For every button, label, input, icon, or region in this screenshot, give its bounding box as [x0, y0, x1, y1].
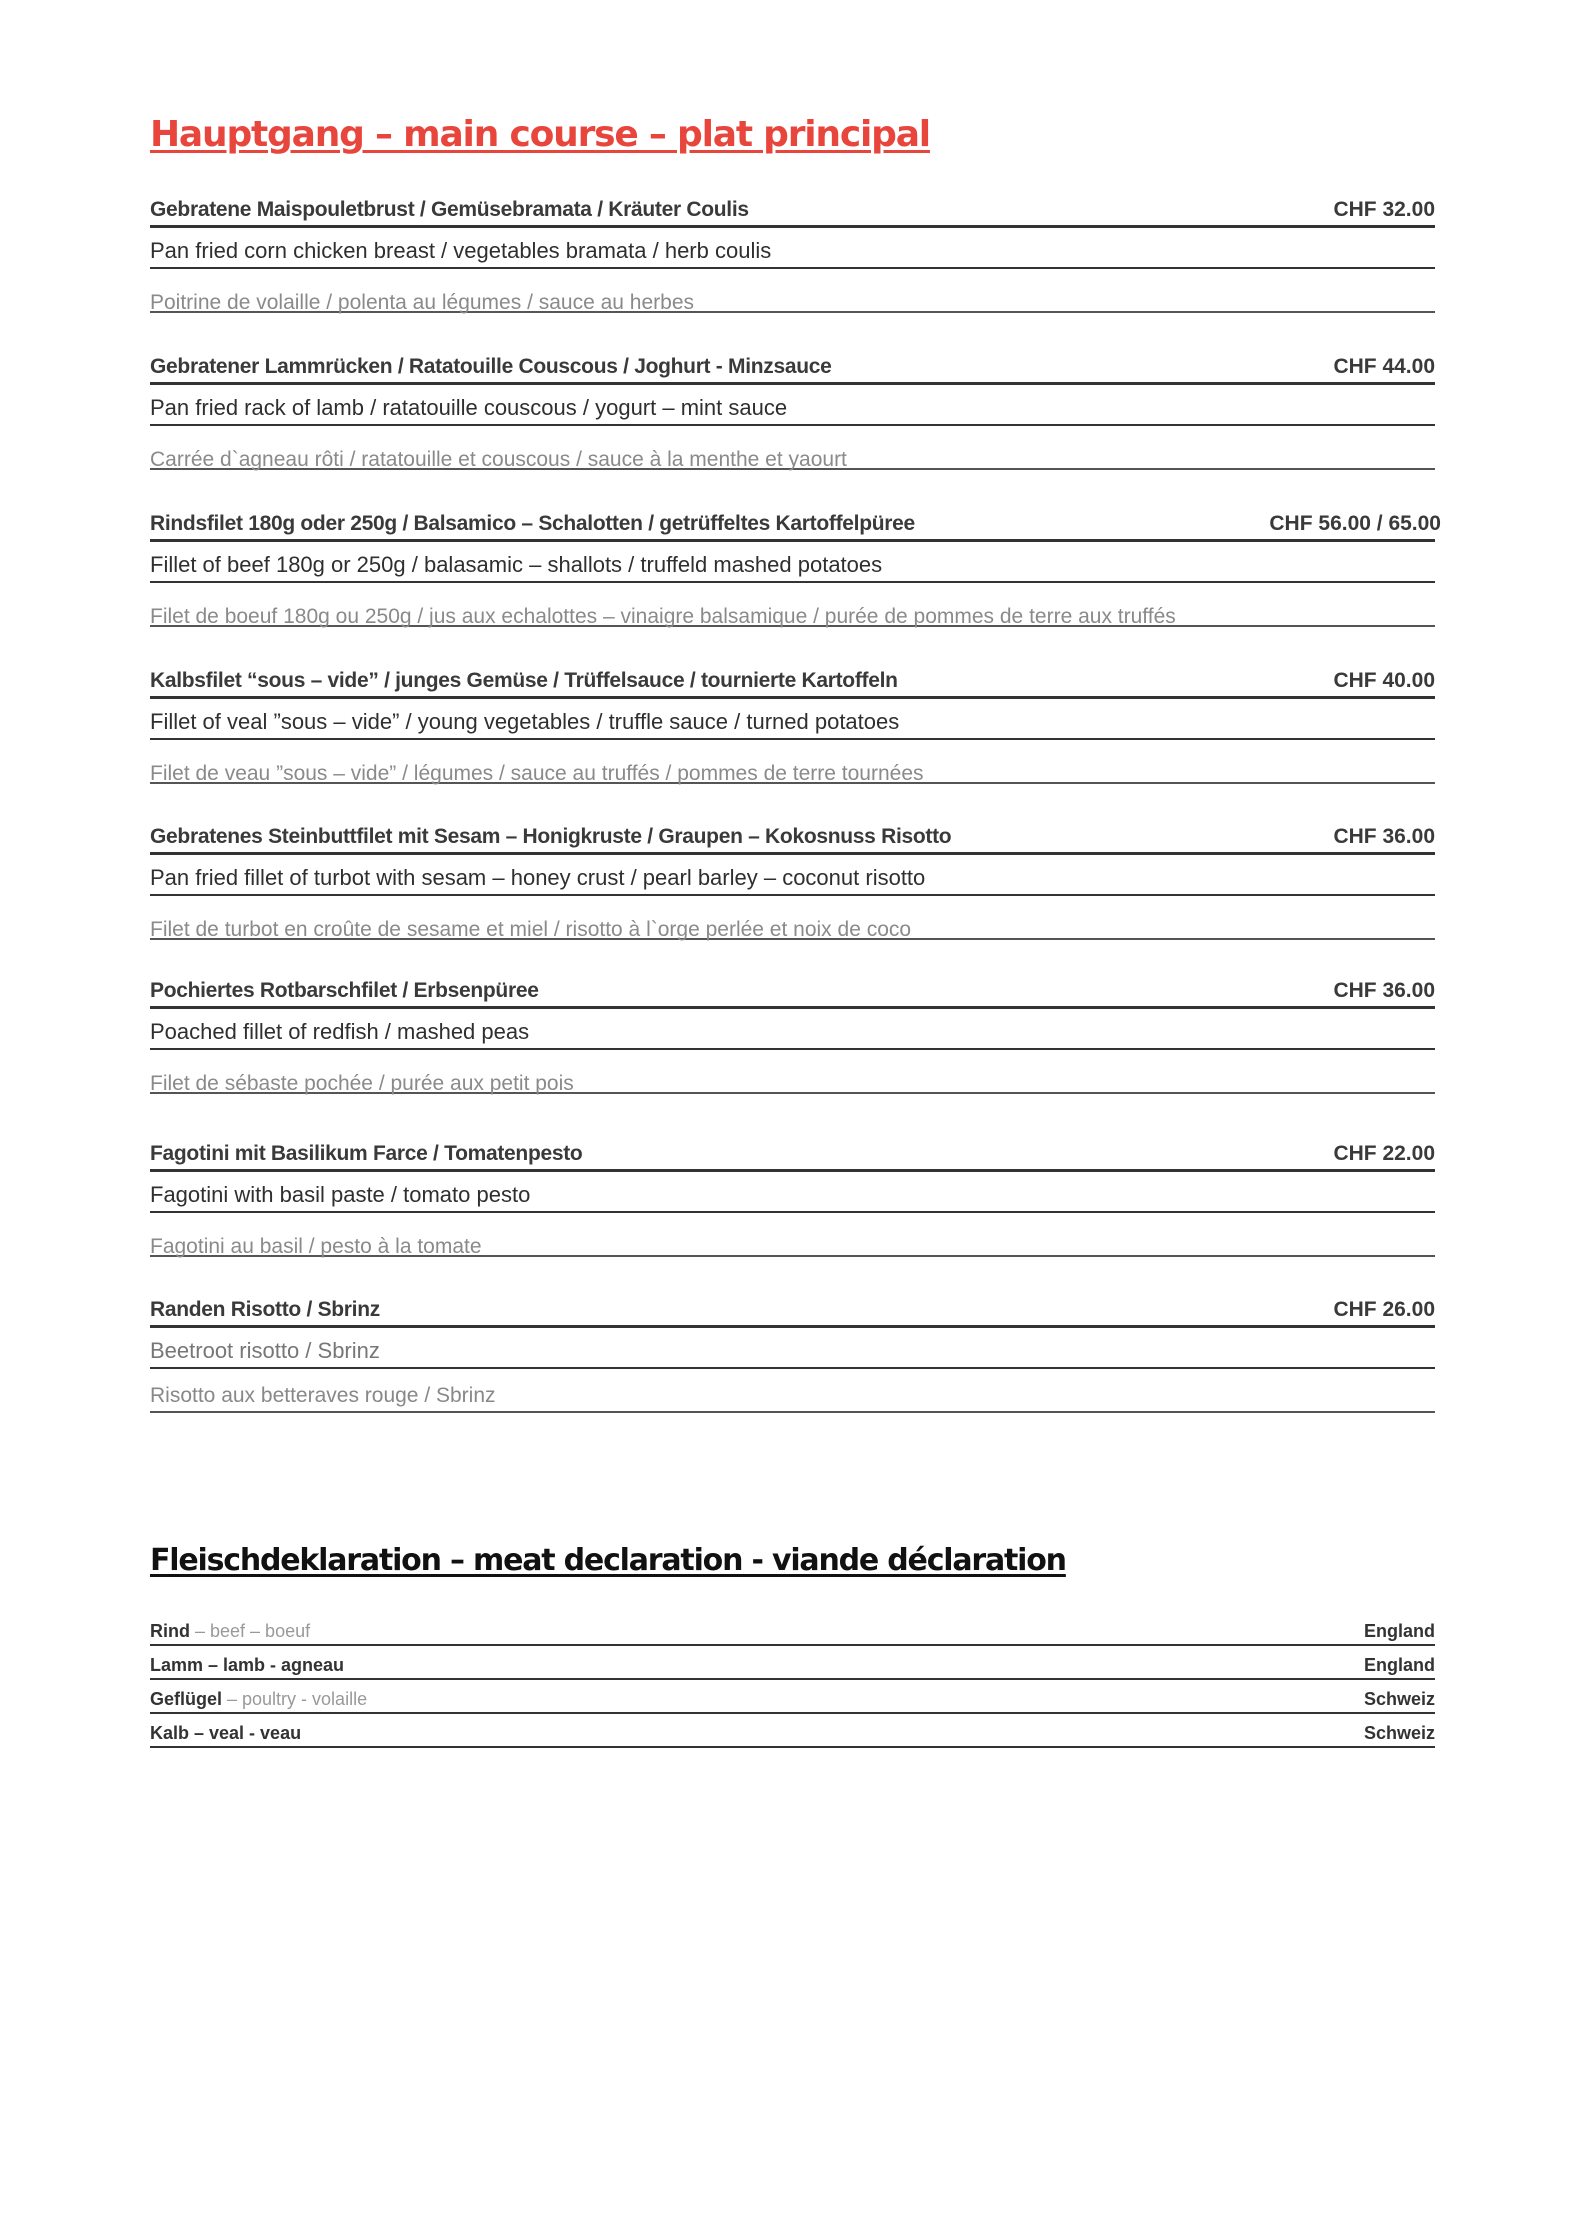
dish-name-fr: Filet de turbot en croûte de sesame et miel / risotto à l`orge perlée et noix de coco — [150, 918, 912, 941]
dish-name-de: Rindsfilet 180g oder 250g / Balsamico – Schalotten / getrüffeltes Kartoffelpüree — [150, 512, 915, 535]
dish-name-fr: Risotto aux betteraves rouge / Sbrinz — [150, 1384, 496, 1407]
meat-origin: England — [1364, 1655, 1435, 1675]
dish-item — [150, 500, 1441, 628]
declaration-row — [150, 1680, 1435, 1714]
dish-price: CHF 22.00 — [1333, 1142, 1435, 1165]
dish-name-en: Pan fried corn chicken breast / vegetables bramata / herb coulis — [150, 238, 772, 263]
dish-name-en: Fillet of veal ”sous – vide” / young vegetables / truffle sauce / turned potatoes — [150, 709, 900, 734]
dish-item — [150, 813, 1435, 940]
dish-name-de: Gebratener Lammrücken / Ratatouille Couscous / Joghurt - Minzsauce — [150, 355, 832, 378]
meat-declaration-title: Fleischdeklaration – meat declaration - viande déclaration — [150, 1543, 1066, 1578]
dish-item — [150, 343, 1435, 470]
declaration-row — [150, 1612, 1435, 1646]
dish-name-en: Fillet of beef 180g or 250g / balasamic – shallots / truffeld mashed potatoes — [150, 552, 883, 577]
dish-price: CHF 40.00 — [1333, 669, 1435, 692]
dish-item — [150, 967, 1435, 1094]
meat-translation: – beef – boeuf — [190, 1621, 311, 1641]
dish-item — [150, 1286, 1435, 1413]
meat-translation: – poultry - volaille — [222, 1689, 368, 1709]
dish-name-en: Beetroot risotto / Sbrinz — [150, 1338, 380, 1363]
dish-name-en: Poached fillet of redfish / mashed peas — [150, 1019, 530, 1044]
dish-name-de: Randen Risotto / Sbrinz — [150, 1298, 380, 1321]
meat-origin: England — [1364, 1621, 1435, 1641]
dish-item — [150, 657, 1435, 784]
dish-name-de: Kalbsfilet “sous – vide” / junges Gemüse / Trüffelsauce / tournierte Kartoffeln — [150, 669, 898, 692]
declaration-row — [150, 1646, 1435, 1680]
dish-price: CHF 56.00 / 65.00 — [1269, 512, 1441, 535]
main-course-title: Hauptgang – main course – plat principal — [150, 114, 930, 155]
dish-name-de: Gebratene Maispouletbrust / Gemüsebramata / Kräuter Coulis — [150, 198, 749, 221]
dish-name-fr: Filet de boeuf 180g ou 250g / jus aux echalottes – vinaigre balsamique / purée de pommes de terre aux truffés — [150, 605, 1176, 628]
dish-name-de: Gebratenes Steinbuttfilet mit Sesam – Honigkruste / Graupen – Kokosnuss Risotto — [150, 825, 952, 848]
dish-item — [150, 186, 1435, 313]
dish-name-fr: Filet de veau ”sous – vide” / légumes / sauce au truffés / pommes de terre tournées — [150, 762, 924, 785]
dish-name-en: Pan fried rack of lamb / ratatouille couscous / yogurt – mint sauce — [150, 395, 788, 420]
dish-name-en: Fagotini with basil paste / tomato pesto — [150, 1182, 531, 1207]
dish-price: CHF 26.00 — [1333, 1298, 1435, 1321]
dish-name-fr: Fagotini au basil / pesto à la tomate — [150, 1235, 482, 1258]
dish-name-fr: Poitrine de volaille / polenta au légumes / sauce au herbes — [150, 291, 695, 314]
meat-origin: Schweiz — [1363, 1689, 1435, 1709]
dish-name-fr: Filet de sébaste pochée / purée aux petit pois — [150, 1072, 574, 1095]
meat-name: Kalb – veal - veau — [150, 1723, 302, 1743]
dish-price: CHF 36.00 — [1333, 825, 1435, 848]
meat-declaration-table — [150, 1612, 1435, 1748]
meat-name: Rind — [150, 1621, 190, 1641]
dish-price: CHF 44.00 — [1333, 355, 1435, 378]
dish-name-de: Fagotini mit Basilikum Farce / Tomatenpesto — [150, 1142, 583, 1165]
declaration-row — [150, 1714, 1435, 1748]
dish-item — [150, 1130, 1435, 1257]
dish-name-de: Pochiertes Rotbarschfilet / Erbsenpüree — [150, 979, 539, 1002]
dish-price: CHF 32.00 — [1333, 198, 1435, 221]
meat-origin: Schweiz — [1363, 1723, 1435, 1743]
dish-name-fr: Carrée d`agneau rôti / ratatouille et couscous / sauce à la menthe et yaourt — [150, 448, 847, 471]
meat-name: Lamm – lamb - agneau — [150, 1655, 345, 1675]
dish-name-en: Pan fried fillet of turbot with sesam – honey crust / pearl barley – coconut risotto — [150, 865, 926, 890]
dish-price: CHF 36.00 — [1333, 979, 1435, 1002]
meat-name: Geflügel — [150, 1689, 223, 1709]
